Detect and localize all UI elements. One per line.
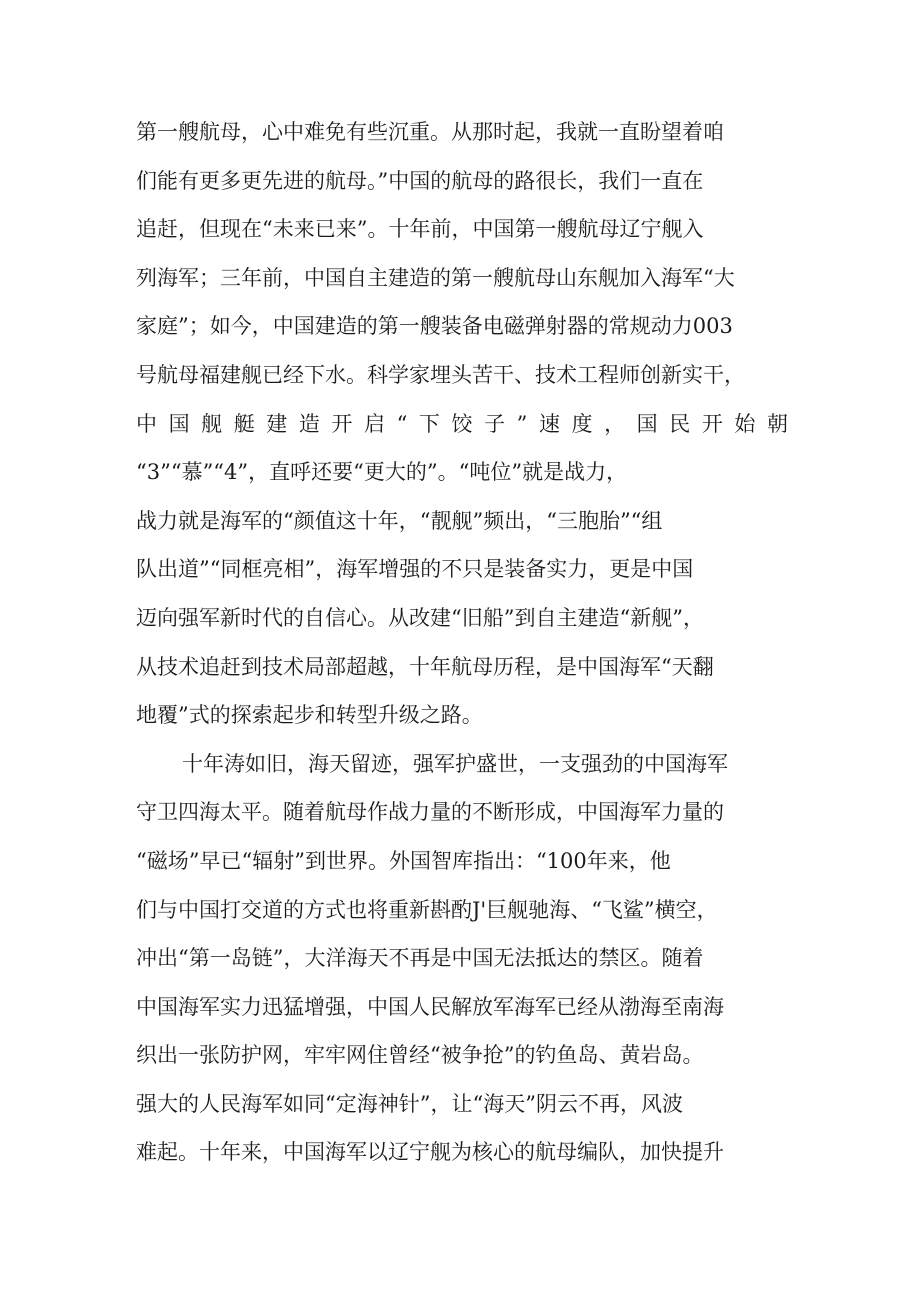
text-line: 迈向强军新时代的自信心。从改建“旧船”到自主建造“新舰”， bbox=[136, 605, 704, 630]
text-line: 号航母福建舰已经下水。科学家埋头苦干、技术工程师创新实干， bbox=[136, 362, 745, 387]
text-line: 强大的人民海军如同“定海神针”，让“海天”阴云不再，风波 bbox=[136, 1091, 683, 1116]
text-line: 难起。十年来，中国海军以辽宁舰为核心的航母编队，加快提升 bbox=[136, 1140, 724, 1165]
text-line: 家庭”；如今，中国建造的第一艘装备电磁弹射器的常规动力003 bbox=[136, 314, 733, 339]
text-line: “3”“慕”“4”，直呼还要“更大的”。“吨位”就是战力， bbox=[136, 460, 628, 485]
text-line: 战力就是海军的“颜值这十年，“靓舰”频出，“三胞胎”“组 bbox=[136, 508, 663, 533]
text-line: 队出道”“同框亮相”，海军增强的不只是装备实力，更是中国 bbox=[136, 557, 694, 582]
text-line: 守卫四海太平。随着航母作战力量的不断形成，中国海军力量的 bbox=[136, 800, 724, 825]
text-line: 们与中国打交道的方式也将重新斟酌J'巨舰驰海、“飞鲨”横空， bbox=[136, 897, 718, 922]
text-line: 第一艘航母，心中难免有些沉重。从那时起，我就一直盼望着咱 bbox=[136, 120, 724, 144]
text-line: 冲出“第一岛链”，大洋海天不再是中国无法抵达的禁区。随着 bbox=[136, 946, 704, 971]
text-line: 中国海军实力迅猛增强，中国人民解放军海军已经从渤海至南海 bbox=[136, 994, 724, 1019]
body-text bbox=[136, 108, 788, 1177]
text-line: 从技术追赶到技术局部超越，十年航母历程，是中国海军“天翻 bbox=[136, 654, 714, 679]
text-line: 织出一张防护网，牢牢网住曾经“被争抢”的钓鱼岛、黄岩岛。 bbox=[136, 1043, 704, 1068]
text-line: 追赶，但现在“未来已来”。十年前，中国第一艘航母辽宁舰入 bbox=[136, 217, 704, 242]
text-line: 中国舰艇建造开启“下饺子”速度，国民开始朝 bbox=[136, 411, 788, 436]
text-line: 列海军；三年前，中国自主建造的第一艘航母山东舰加入海军“大 bbox=[136, 265, 735, 290]
text-line: 们能有更多更先进的航母。”中国的航母的路很长，我们一直在 bbox=[136, 168, 704, 193]
paragraph-start-line: 十年涛如旧，海天留迹，强军护盛世，一支强劲的中国海军 bbox=[182, 751, 728, 776]
text-line: 地覆”式的探索起步和转型升级之路。 bbox=[136, 703, 483, 728]
text-line: “磁场”早已“辐射”到世界。外国智库指出：“100年来，他 bbox=[136, 848, 671, 873]
